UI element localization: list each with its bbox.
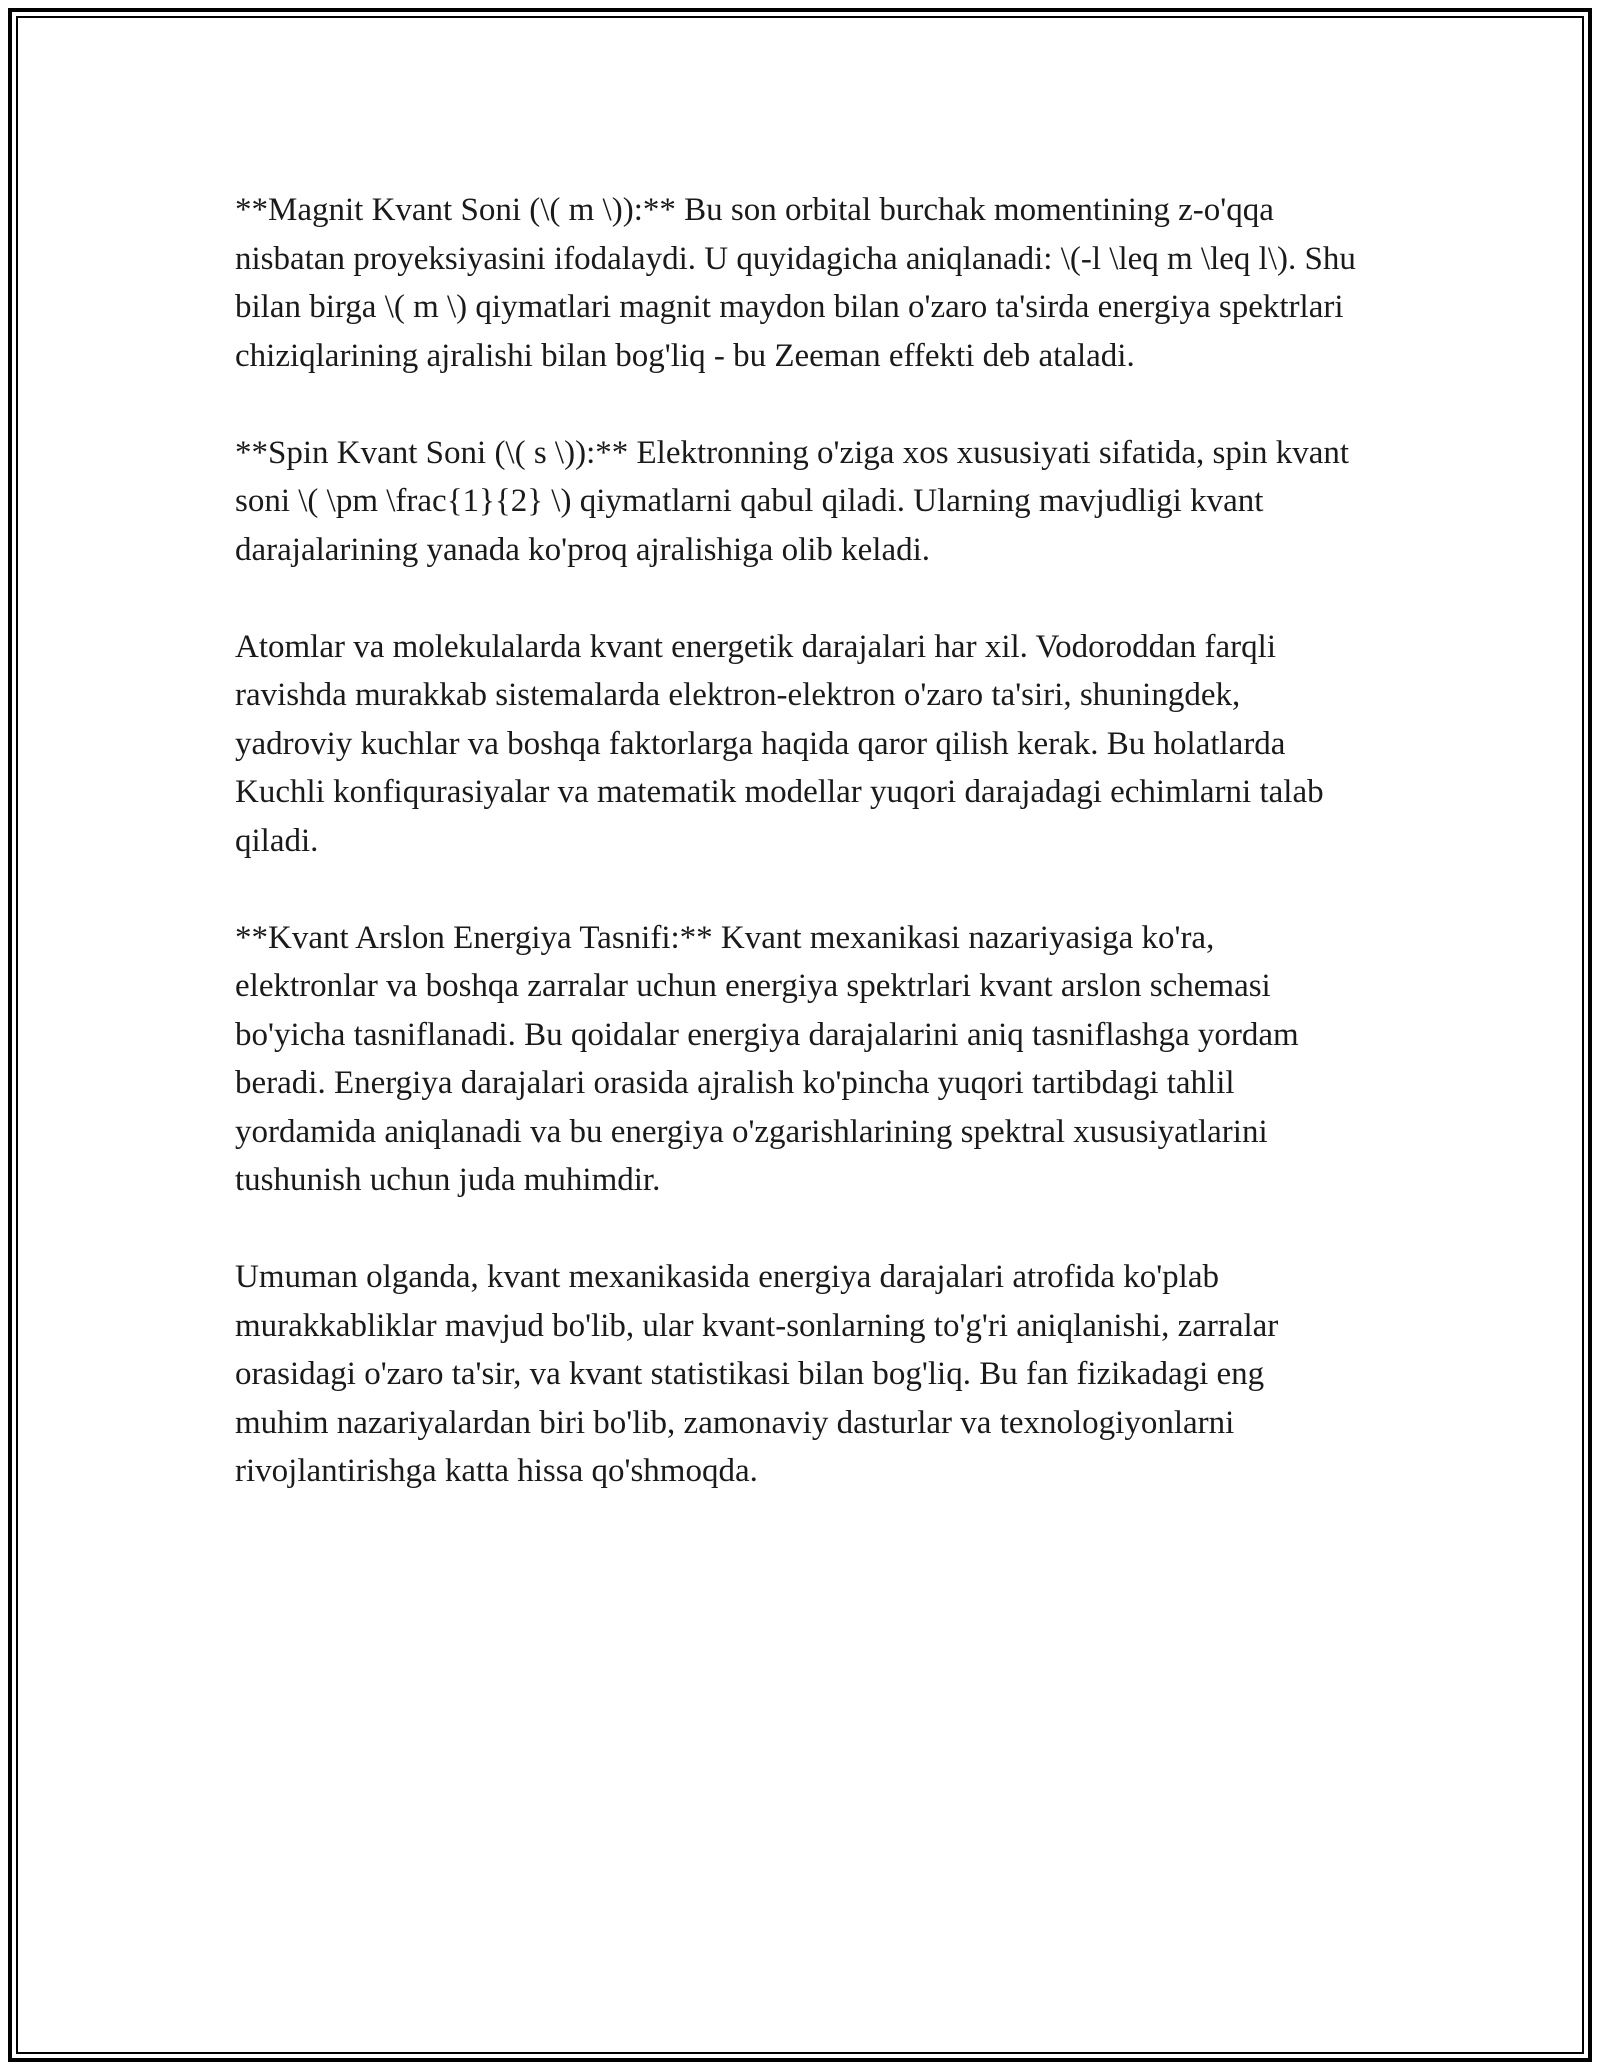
paragraph-spin-quantum-number: **Spin Kvant Soni (\( s \)):** Elektronning o'ziga xos xususiyati sifatida, spin kvant soni \( \pm \frac{1}{2} \) qiymatlarni qabul qiladi. Ularning mavjudligi kvant darajalarining yanada ko'proq ajralishiga olib keladi. xyxy=(235,434,1350,568)
document-body xyxy=(235,186,1365,1544)
paragraph-energy-classification: **Kvant Arslon Energiya Tasnifi:** Kvant mexanikasi nazariyasiga ko'ra, elektronlar va boshqa zarralar uchun energiya spektrlari kvant arslon schemasi bo'yicha tasniflanadi. Bu qoidalar energiya darajalarini aniq tasniflashga yordam beradi. Energiya darajalari orasida ajralish ko'pincha yuqori tartibdagi tahlil yordamida aniqlanadi va bu energiya o'zgarishlarining spektral xususiyatlarini tushunish uchun juda muhimdir. xyxy=(235,919,1299,1198)
paragraph-atoms-molecules: Atomlar va molekulalarda kvant energetik darajalari har xil. Vodoroddan farqli ravishda murakkab sistemalarda elektron-elektron o'zaro ta'siri, shuningdek, yadroviy kuchlar va boshqa faktorlarga haqida qaror qilish kerak. Bu holatlarda Kuchli konfiqurasiyalar va matematik modellar yuqori darajadagi echimlarni talab qiladi. xyxy=(235,628,1324,859)
paragraph-conclusion: Umuman olganda, kvant mexanikasida energiya darajalari atrofida ko'plab murakkabliklar mavjud bo'lib, ular kvant-sonlarning to'g'ri aniqlanishi, zarralar orasidagi o'zaro ta'sir, va kvant statistikasi bilan bog'liq. Bu fan fizikadagi eng muhim nazariyalardan biri bo'lib, zamonaviy dasturlar va texnologiyonlarni rivojlantirishga katta hissa qo'shmoqda. xyxy=(235,1259,1279,1489)
paragraph-magnetic-quantum-number: **Magnit Kvant Soni (\( m \)):** Bu son orbital burchak momentining z-o'qqa nisbatan proyeksiyasini ifodalaydi. U quyidagicha aniqlanadi: \(-l \leq m \leq l\). Shu bilan birga \( m \) qiymatlari magnit maydon bilan o'zaro ta'sirda energiya spektrlari chiziqlarining ajralishi bilan bog'liq - bu Zeeman effekti deb ataladi. xyxy=(235,192,1356,374)
